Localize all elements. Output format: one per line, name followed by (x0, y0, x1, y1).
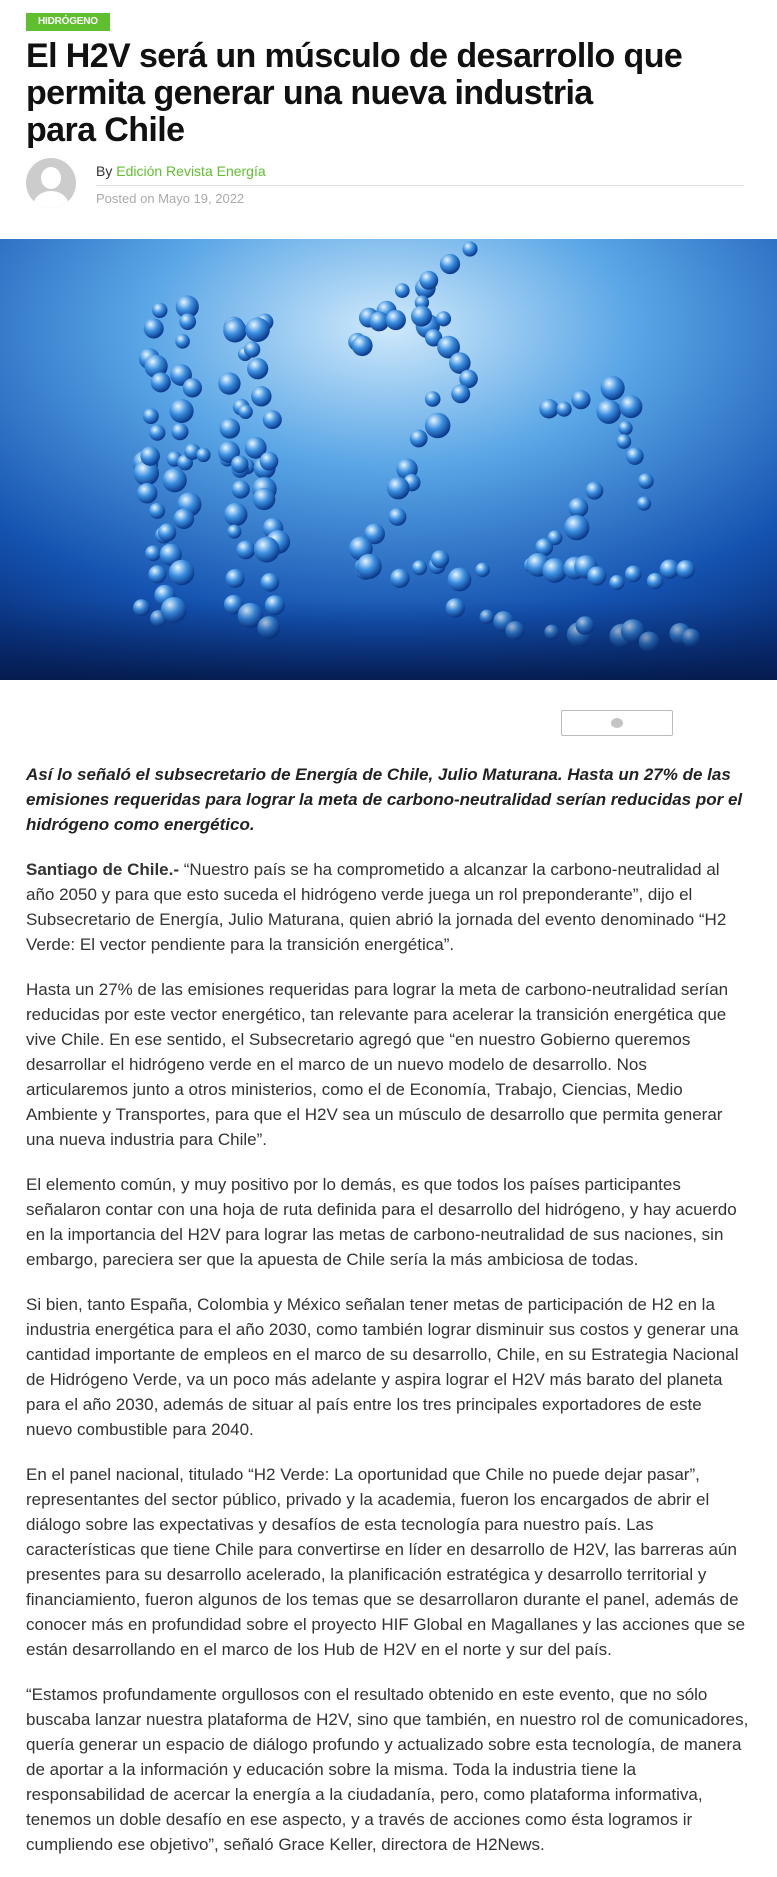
paragraph (26, 857, 752, 957)
molecule-ball (137, 483, 158, 504)
paragraph: El elemento común, y muy positivo por lo demás, es que todos los países participantes señalaron contar con una hoja de ruta definida para el desarrollo del hidrógeno, y hay acuerdo en la importancia del H2V para lograr las metas de carbono-neutralidad de sus naciones, sin embargo, pareciera ser que la apuesta de Chile sería la más ambiciosa de todas. (26, 1175, 737, 1269)
hero-image-h2-molecules (0, 239, 777, 680)
facebook-icon: f (147, 715, 153, 731)
molecule-ball (218, 372, 240, 394)
molecule-ball (149, 503, 165, 519)
molecule-ball (412, 560, 427, 575)
molecule-ball (152, 303, 167, 318)
share-facebook-button[interactable] (94, 710, 206, 736)
molecule-ball (253, 488, 275, 510)
molecule-ball (587, 566, 606, 585)
molecule-ball (254, 537, 280, 563)
molecule-ball (244, 341, 260, 357)
molecule-ball (609, 575, 624, 590)
title-line: permita generar una nueva industria (26, 74, 593, 112)
molecule-ball (226, 569, 245, 588)
byline (96, 163, 266, 179)
molecule-ball (171, 423, 188, 440)
share-pinterest-button[interactable] (328, 710, 438, 736)
molecule-ball (388, 508, 406, 526)
molecule-ball (144, 318, 164, 338)
molecule-ball (169, 560, 194, 585)
molecule-ball (568, 498, 588, 518)
molecule-ball (451, 384, 470, 403)
molecule-ball (231, 455, 249, 473)
posted-date: Posted on Mayo 19, 2022 (96, 191, 245, 206)
molecule-ball (220, 418, 240, 438)
molecule-ball (616, 434, 631, 449)
divider (96, 185, 744, 186)
molecule-ball (676, 560, 695, 579)
molecule-ball (475, 563, 490, 578)
molecule-ball (571, 390, 590, 409)
article-title (26, 38, 766, 149)
share-twitter-button[interactable] (211, 710, 322, 736)
molecule-ball (224, 503, 247, 526)
molecule-ball (619, 395, 642, 418)
email-icon: ✉ (493, 714, 506, 731)
byline-prefix: By (96, 163, 113, 179)
molecule-ball (162, 468, 186, 492)
molecule-ball (425, 413, 451, 439)
molecule-ball (196, 448, 210, 462)
molecule-ball (390, 569, 409, 588)
molecule-ball (448, 568, 472, 592)
molecule-ball (183, 378, 202, 397)
paragraph-text: “Nuestro país se ha comprometido a alcanzar la carbono-neutralidad al año 2050 y para que esto suceda el hidrógeno verde juega un rol preponderante”, dijo el Subsecretario de Energía, Julio Maturana, quien abrió la jornada del evento denominado “H2 Verde: El vector pendiente para la transición energética”. (26, 860, 727, 954)
paragraph: Hasta un 27% de las emisiones requeridas para lograr la meta de carbono-neutralidad serían reducidas por este vector energético, tan relevante para acelerar la transición energética que vive Chile. En ese sentido, el Subsecretario agregó que “en nuestro Gobierno queremos desarrollar el hidrógeno verde en el marco de un nuevo modelo de desarrollo. Nos articularemos junto a otros ministerios, como el de Economía, Trabajo, Ciencias, Medio Ambiente y Transportes, para que el H2V sea un músculo de desarrollo que permita generar una nueva industria para Chile”. (26, 980, 729, 1149)
molecule-ball (223, 319, 247, 343)
title-line: para Chile (26, 111, 185, 149)
molecule-ball (539, 399, 559, 419)
molecule-ball (247, 358, 268, 379)
article-lede: Así lo señaló el subsecretario de Energía de Chile, Julio Maturana. Hasta un 27% de las emisiones requeridas para lograr la meta de carbono-neutralidad serían reducidas por el hidrógeno como energético. (26, 765, 743, 834)
molecule-ball (173, 508, 194, 529)
molecule-ball (625, 566, 642, 583)
molecule-ball (440, 254, 460, 274)
molecule-ball (245, 317, 270, 342)
author-link[interactable]: Edición Revista Energía (116, 163, 266, 179)
molecule-ball (387, 477, 410, 500)
molecule-ball (236, 540, 255, 559)
molecule-ball (556, 402, 571, 417)
molecule-ball (260, 452, 279, 471)
molecule-ball (148, 565, 166, 583)
molecule-ball (143, 408, 159, 424)
molecule-ball (564, 515, 589, 540)
article-body (26, 762, 752, 1877)
molecule-ball (436, 311, 451, 326)
molecule-ball (419, 271, 438, 290)
molecule-ball (425, 391, 441, 407)
molecule-ball (232, 480, 250, 498)
molecule-ball (251, 386, 271, 406)
molecule-ball (542, 558, 567, 583)
share-email-button[interactable] (444, 710, 555, 736)
molecule-ball (261, 573, 280, 592)
molecule-ball (660, 559, 679, 578)
molecule-ball (411, 306, 432, 327)
molecule-ball (601, 376, 625, 400)
molecule-ball (179, 313, 196, 330)
molecule-ball (175, 334, 190, 349)
paragraph: En el panel nacional, titulado “H2 Verde: La oportunidad que Chile no puede dejar pasar”, representantes del sector público, privado y la academia, fueron los encargados de abrir el diálogo sobre las expectativas y desafíos de esta tecnología para nuestro país. Las características que tiene Chile para convertirse en líder en desarrollo de H2V, las barreras aún presentes para su desarrollo acelerado, la planificación estratégica y desarrollo territorial y financiamiento, fueron algunos de los temas que se desarrollaron durante el panel, además de conocer más en profundidad sobre el proyecto HIF Global en Magallanes y las acciones que se están desarrollando en el marco de los Hub de H2V en el norte y sur del país. (26, 1465, 746, 1659)
molecule-ball (170, 399, 194, 423)
title-line: El H2V será un músculo de desarrollo que (26, 37, 683, 75)
comment-icon (611, 718, 623, 728)
molecule-ball (145, 545, 161, 561)
molecule-ball (626, 447, 644, 465)
molecule-ball (431, 550, 449, 568)
molecule-ball (386, 310, 406, 330)
molecule-ball (357, 554, 382, 579)
molecule-ball (140, 446, 160, 466)
molecule-ball (585, 482, 603, 500)
molecule-ball (238, 404, 252, 418)
paragraph: “Estamos profundamente orgullosos con el resultado obtenido en este evento, que no sólo buscaba lanzar nuestra plataforma de H2V, sino que también, en nuestro rol de comunicadores, quería generar un espacio de diálogo profundo y actualizado sobre esta tecnología, de manera de aportar a la información y educación sobre la misma. Toda la industria tiene la responsabilidad de acercar la energía a la ciudadanía, pero, como plataforma informativa, tenemos un doble desafío en ese aspecto, y a través de acciones como ésta logramos ir cumpliendo ese objetivo”, señaló Grace Keller, directora de H2News. (26, 1685, 749, 1854)
molecule-ball (462, 241, 477, 256)
avatar (26, 158, 76, 208)
paragraph: Si bien, tanto España, Colombia y México señalan tener metas de participación de H2 en la industria energética para el año 2030, como también lograr disminuir sus costos y generar una cantidad importante de empleos en el marco de su desarrollo, Chile, en su Estrategia Nacional de Hidrógeno Verde, va un poco más adelante y aspira lograr el H2V más barato del planeta para el año 2030, además de situar al país entre los tres principales exportadores de este nuevo combustible para 2040. (26, 1295, 739, 1439)
molecule-ball (395, 283, 410, 298)
molecule-ball (352, 335, 373, 356)
pinterest-icon: ℗ (377, 715, 389, 730)
molecule-ball (158, 523, 176, 541)
molecule-ball (410, 430, 428, 448)
comment-button[interactable] (561, 710, 673, 736)
molecule-ball (618, 421, 632, 435)
twitter-icon: ▾ (262, 714, 271, 731)
category-tag[interactable]: HIDRÓGENO (26, 13, 110, 31)
molecule-ball (637, 496, 651, 510)
molecule-ball (647, 573, 663, 589)
molecule-ball (149, 425, 165, 441)
dateline: Santiago de Chile.- (26, 860, 180, 879)
molecule-ball (151, 372, 171, 392)
molecule-ball (597, 399, 621, 423)
molecule-ball (263, 410, 282, 429)
molecule-ball (227, 525, 241, 539)
molecule-ball (638, 473, 654, 489)
